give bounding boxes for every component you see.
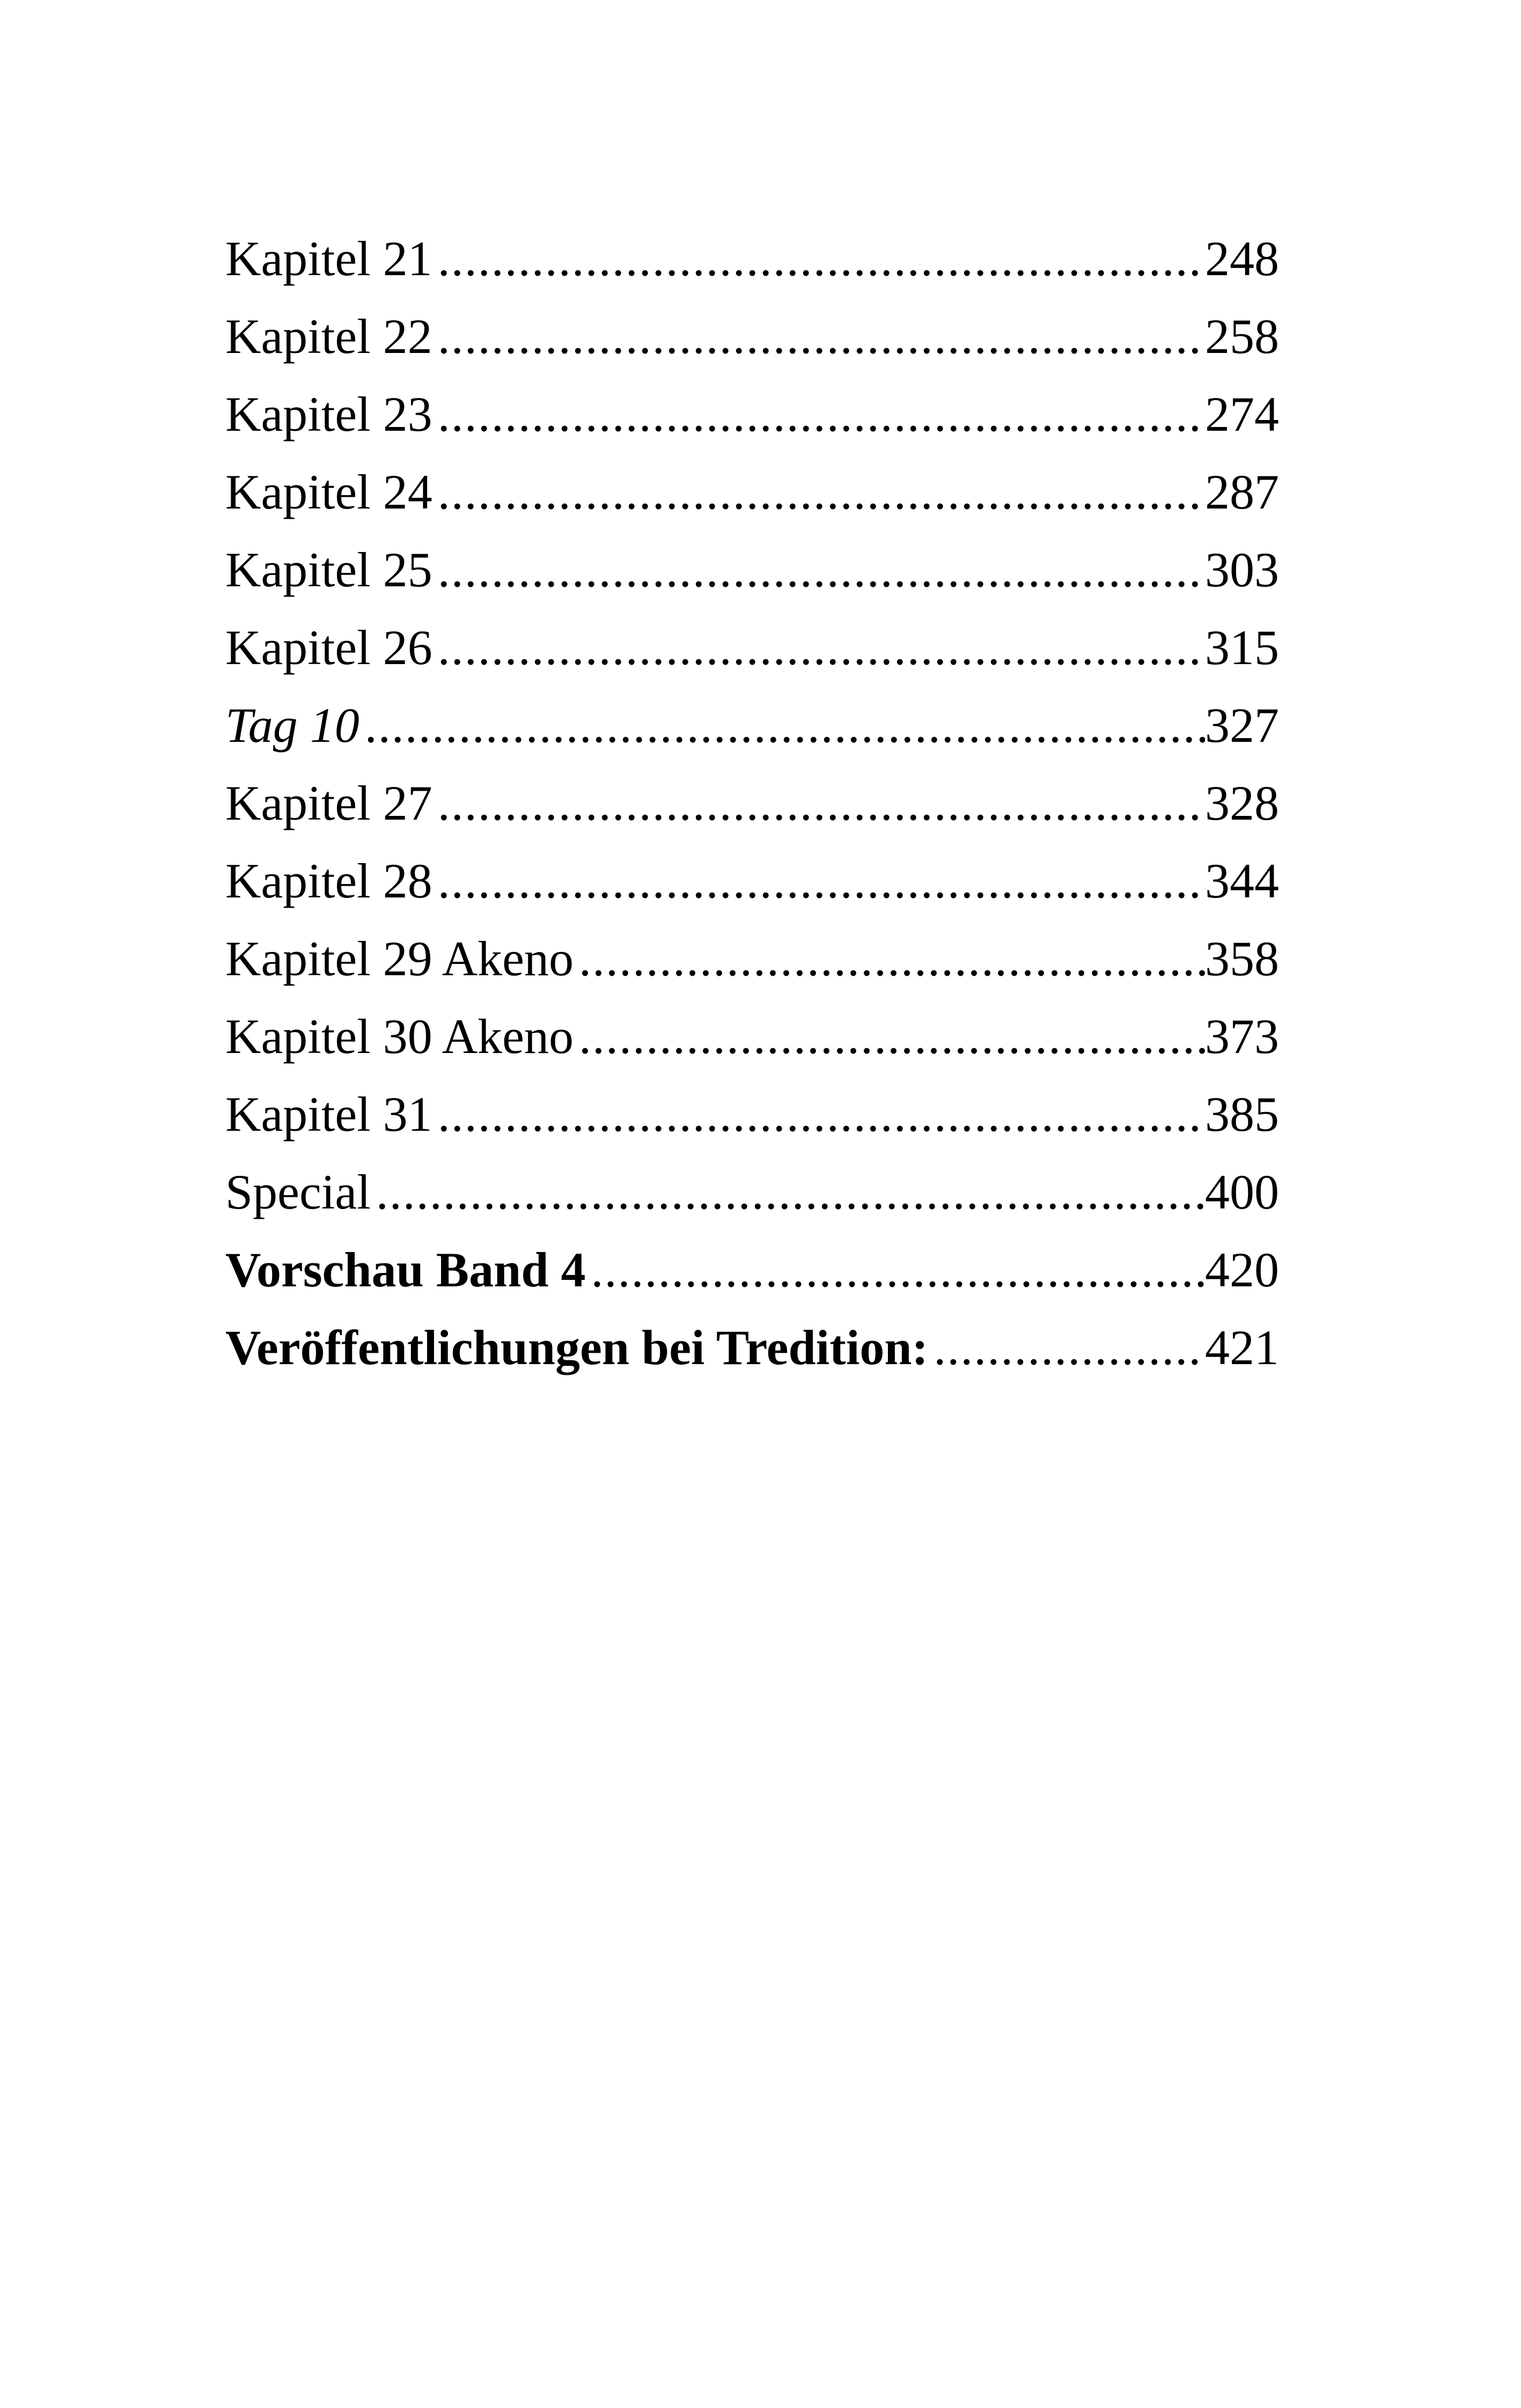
toc-entry[interactable] <box>225 1231 1279 1309</box>
toc-dot-leader <box>928 1309 1205 1387</box>
toc-entry-page: 287 <box>1205 465 1279 519</box>
toc-entry[interactable] <box>225 842 1279 920</box>
toc-dot-leader <box>432 453 1205 531</box>
toc-entry[interactable] <box>225 609 1279 687</box>
toc-dot-leader <box>432 298 1205 375</box>
toc-entry[interactable] <box>225 531 1279 609</box>
toc-dot-leader <box>574 920 1205 998</box>
toc-dot-leader <box>586 1231 1206 1309</box>
toc-entry[interactable] <box>225 220 1279 298</box>
toc-entry-page: 303 <box>1205 542 1279 597</box>
toc-entry-title: Kapitel 29 Akeno <box>225 931 574 986</box>
toc-dot-leader <box>432 764 1205 842</box>
toc-entry-page: 421 <box>1205 1320 1279 1375</box>
toc-entry[interactable] <box>225 298 1279 375</box>
toc-entry[interactable] <box>225 998 1279 1076</box>
toc-entry-title: Veröffentlichungen bei Tredition: <box>225 1320 929 1375</box>
toc-entry-page: 344 <box>1205 853 1279 908</box>
toc-entry-title: Kapitel 30 Akeno <box>225 1009 574 1064</box>
toc-entry[interactable] <box>225 920 1279 998</box>
toc-entry-title: Tag 10 <box>225 698 359 753</box>
toc-entry-title: Vorschau Band 4 <box>225 1242 586 1297</box>
toc-dot-leader <box>432 375 1205 453</box>
toc-dot-leader <box>432 531 1205 609</box>
toc-entry-page: 420 <box>1205 1242 1279 1297</box>
toc-entry-page: 248 <box>1205 231 1279 286</box>
toc-entry-title: Kapitel 25 <box>225 542 432 597</box>
toc-entry-page: 385 <box>1205 1087 1279 1142</box>
toc-entry-page: 274 <box>1205 387 1279 441</box>
toc-entry-page: 327 <box>1205 698 1279 753</box>
toc-entry[interactable] <box>225 1076 1279 1153</box>
toc-entry-title: Kapitel 26 <box>225 620 432 675</box>
toc-entry-title: Kapitel 23 <box>225 387 432 441</box>
toc-entry-page: 373 <box>1205 1009 1279 1064</box>
toc-entry-title: Kapitel 31 <box>225 1087 432 1142</box>
toc-entry-page: 400 <box>1205 1165 1279 1219</box>
toc-entry[interactable] <box>225 375 1279 453</box>
toc-entry-title: Special <box>225 1165 371 1219</box>
toc-entry[interactable] <box>225 764 1279 842</box>
toc-dot-leader <box>371 1153 1205 1231</box>
toc-entry-page: 315 <box>1205 620 1279 675</box>
toc-entry[interactable] <box>225 453 1279 531</box>
toc-dot-leader <box>432 1076 1205 1153</box>
toc-dot-leader <box>359 687 1205 764</box>
toc-dot-leader <box>432 609 1205 687</box>
toc-dot-leader <box>432 842 1205 920</box>
toc-entry-title: Kapitel 21 <box>225 231 432 286</box>
toc-entry[interactable] <box>225 1309 1279 1387</box>
toc-entry[interactable] <box>225 687 1279 764</box>
toc-entry-title: Kapitel 27 <box>225 776 432 830</box>
toc-entry-title: Kapitel 24 <box>225 465 432 519</box>
table-of-contents <box>225 220 1279 1387</box>
toc-entry-page: 258 <box>1205 309 1279 364</box>
toc-entry-title: Kapitel 28 <box>225 853 432 908</box>
toc-entry-title: Kapitel 22 <box>225 309 432 364</box>
toc-entry-page: 328 <box>1205 776 1279 830</box>
toc-dot-leader <box>574 998 1205 1076</box>
toc-dot-leader <box>432 220 1205 298</box>
toc-entry[interactable] <box>225 1153 1279 1231</box>
toc-entry-page: 358 <box>1205 931 1279 986</box>
